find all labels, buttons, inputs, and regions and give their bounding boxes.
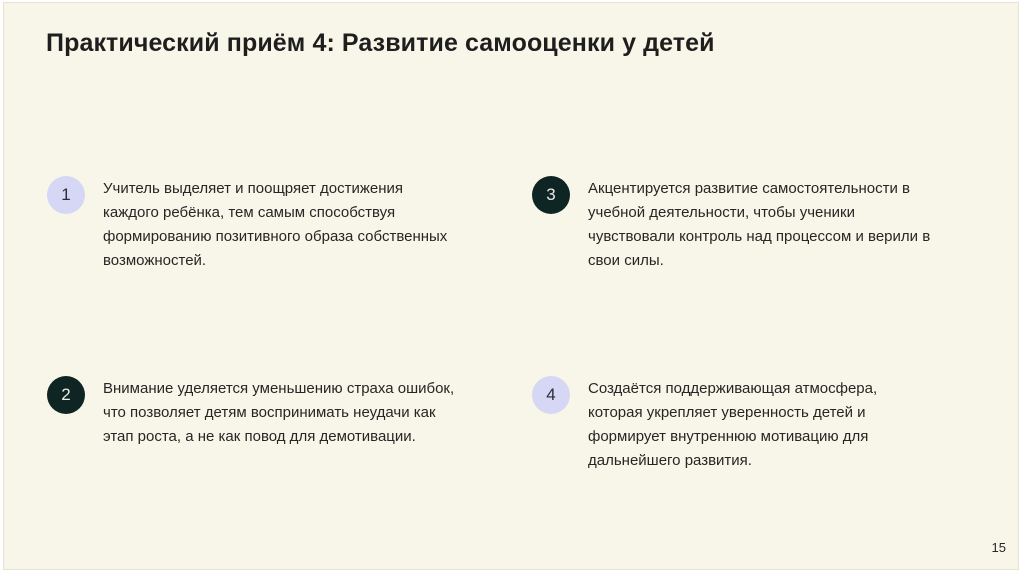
slide	[3, 2, 1019, 570]
number-badge-2: 2	[47, 376, 85, 414]
number-badge-3: 3	[532, 176, 570, 214]
item-text-4: Создаётся поддерживающая атмосфера, которая укрепляет уверенность детей и формирует внутреннюю мотивацию для дальнейшего развития.	[588, 380, 878, 469]
slide-title: Практический приём 4: Развитие самооценки у детей	[46, 29, 715, 57]
number-badge-1: 1	[47, 176, 85, 214]
item-text-1: Учитель выделяет и поощряет достижения каждого ребёнка, тем самым способствуя формированию позитивного образа собственных возможностей.	[103, 180, 448, 269]
page-number: 15	[991, 540, 1006, 555]
item-text-3: Акцентируется развитие самостоятельности в учебной деятельности, чтобы ученики чувствовали контроль над процессом и верили в свои силы.	[588, 180, 931, 269]
number-badge-4: 4	[532, 376, 570, 414]
item-text-2: Внимание уделяется уменьшению страха ошибок, что позволяет детям воспринимать неудачи как этап роста, а не как повод для демотивации.	[103, 380, 455, 445]
